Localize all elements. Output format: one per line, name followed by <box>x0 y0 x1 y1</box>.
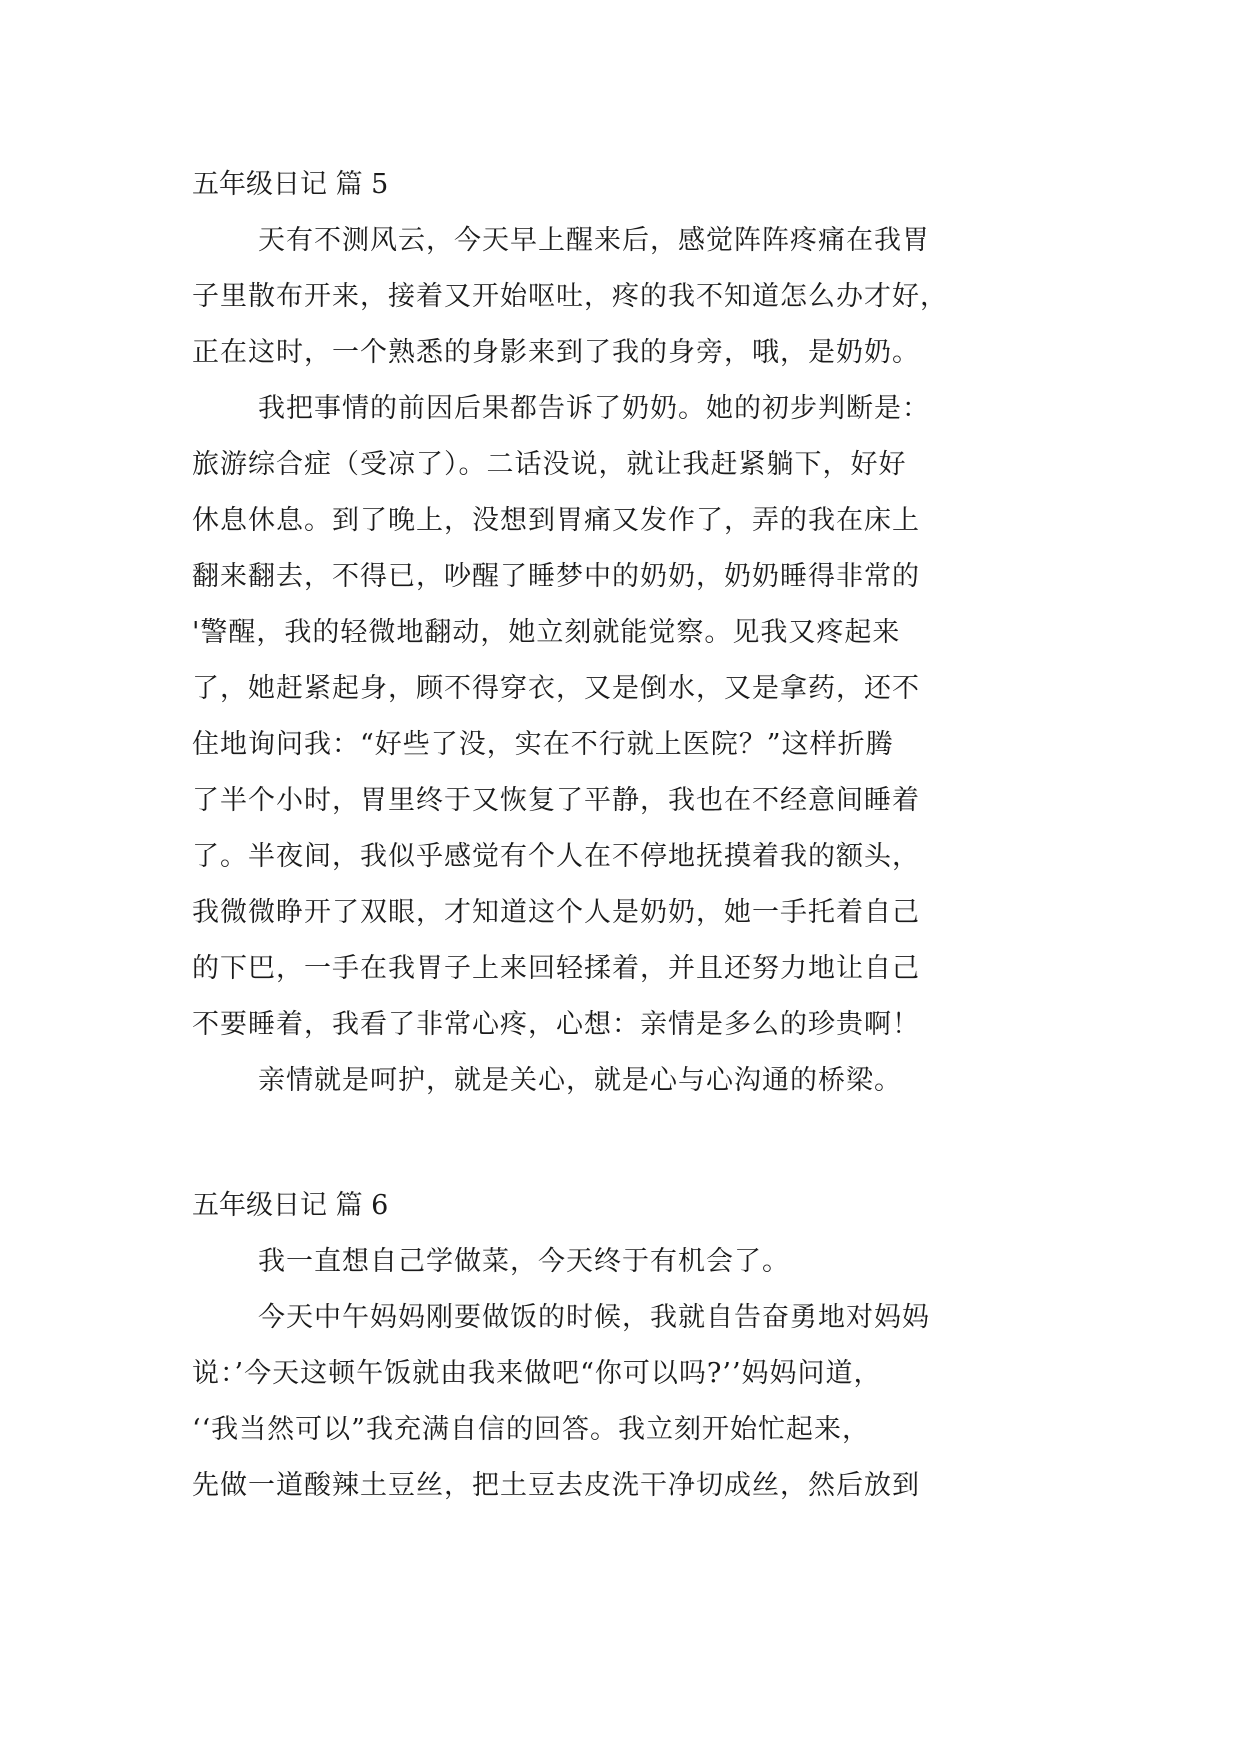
paragraph-line: ‘‘我当然可以”我充满自信的回答。我立刻开始忙起来， <box>192 1414 870 1445</box>
paragraph-line: 我一直想自己学做菜，今天终于有机会了。 <box>258 1246 790 1277</box>
paragraph-line: 了半个小时，胃里终于又恢复了平静，我也在不经意间睡着 <box>192 785 920 816</box>
paragraph-line: 我微微睁开了双眼，才知道这个人是奶奶，她一手托着自己 <box>192 897 920 928</box>
paragraph-line: 了，她赶紧起身，顾不得穿衣，又是倒水，又是拿药，还不 <box>192 673 920 704</box>
section-heading: 五年级日记 篇 5 <box>192 169 389 200</box>
paragraph-line: '警醒，我的轻微地翻动，她立刻就能觉察。见我又疼起来 <box>192 617 901 648</box>
section-heading: 五年级日记 篇 6 <box>192 1190 389 1221</box>
paragraph-line: 正在这时，一个熟悉的身影来到了我的身旁，哦，是奶奶。 <box>192 337 920 368</box>
paragraph-line: 了。半夜间，我似乎感觉有个人在不停地抚摸着我的额头， <box>192 841 920 872</box>
paragraph-line: 我把事情的前因后果都告诉了奶奶。她的初步判断是： <box>258 393 930 424</box>
paragraph-line: 今天中午妈妈刚要做饭的时候，我就自告奋勇地对妈妈 <box>258 1302 930 1333</box>
paragraph-line: 天有不测风云，今天早上醒来后，感觉阵阵疼痛在我胃 <box>258 225 930 256</box>
paragraph-line: 子里散布开来，接着又开始呕吐，疼的我不知道怎么办才好， <box>192 281 948 312</box>
paragraph-line: 不要睡着，我看了非常心疼，心想：亲情是多么的珍贵啊！ <box>192 1009 920 1040</box>
paragraph-line: 住地询问我：“好些了没，实在不行就上医院？”这样折腾 <box>192 729 894 760</box>
paragraph-line: 先做一道酸辣土豆丝，把土豆去皮洗干净切成丝，然后放到 <box>192 1470 920 1501</box>
paragraph-line: 休息休息。到了晚上，没想到胃痛又发作了，弄的我在床上 <box>192 505 920 536</box>
paragraph-line: 旅游综合症（受凉了）。二话没说，就让我赶紧躺下，好好 <box>192 449 907 480</box>
paragraph-line: 亲情就是呵护，就是关心，就是心与心沟通的桥梁。 <box>258 1065 902 1096</box>
paragraph-line: 翻来翻去，不得已，吵醒了睡梦中的奶奶，奶奶睡得非常的 <box>192 561 920 592</box>
paragraph-line: 说：’今天这顿午饭就由我来做吧“你可以吗?’’妈妈问道， <box>192 1358 882 1389</box>
paragraph-line: 的下巴，一手在我胃子上来回轻揉着，并且还努力地让自己 <box>192 953 920 984</box>
